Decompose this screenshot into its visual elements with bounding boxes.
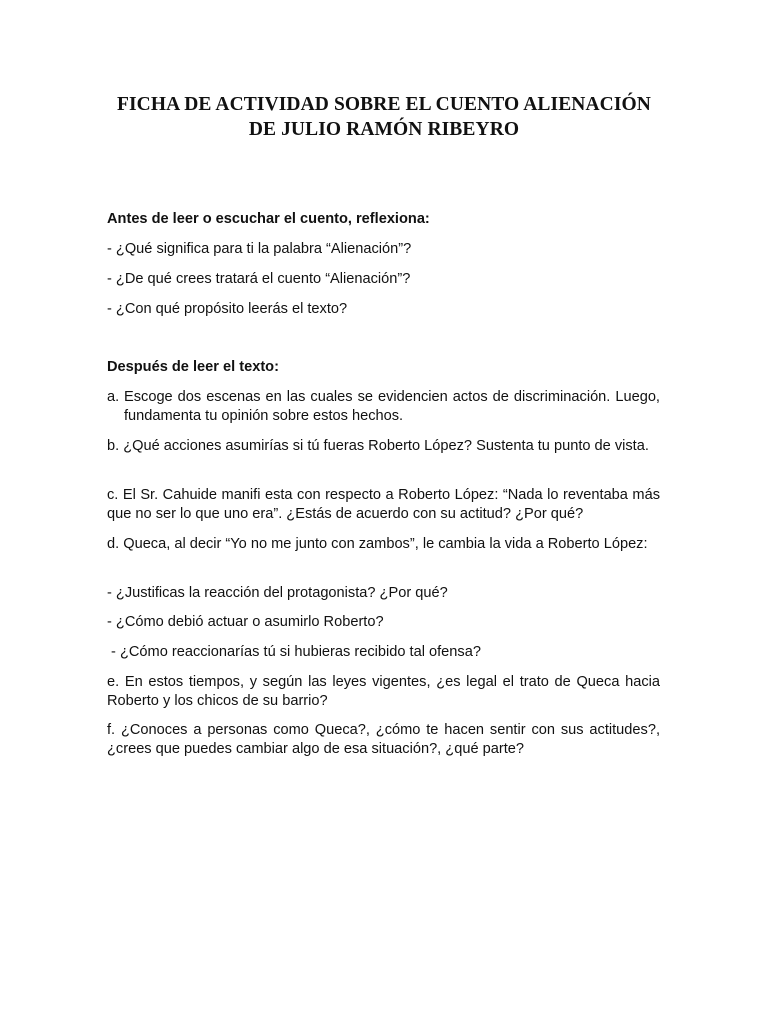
before-reading-heading: Antes de leer o escuchar el cuento, reflexiona: [107, 211, 430, 227]
activity-d-question-2: - ¿Cómo debió actuar o asumirlo Roberto? [107, 614, 384, 630]
title-line-2: DE JULIO RAMÓN RIBEYRO [248, 119, 520, 140]
before-question-3: - ¿Con qué propósito leerás el texto? [107, 301, 348, 317]
activity-f: f. ¿Conoces a personas como Queca?, ¿cómo te hacen sentir con sus actitudes?, ¿crees que puedes cambiar algo de esa situación?, ¿qué parte? [107, 722, 660, 757]
activity-d-question-3: - ¿Cómo reaccionarías tú si hubieras recibido tal ofensa? [107, 644, 481, 660]
before-question-1: - ¿Qué significa para ti la palabra “Alienación”? [107, 241, 412, 257]
title-line-1: FICHA DE ACTIVIDAD SOBRE EL CUENTO ALIENACIÓN [116, 94, 651, 115]
activity-a-marker: a. [107, 389, 120, 405]
before-question-2: - ¿De qué crees tratará el cuento “Alienación”? [107, 271, 411, 287]
activity-a-text: Escoge dos escenas en las cuales se evidencien actos de discriminación. Luego, fundamenta tu opinión sobre estos hechos. [124, 389, 660, 424]
activity-b: b. ¿Qué acciones asumirías si tú fueras Roberto López? Sustenta tu punto de vista. [107, 438, 649, 454]
activity-d: d. Queca, al decir “Yo no me junto con zambos”, le cambia la vida a Roberto López: [107, 536, 648, 552]
document-title [60, 92, 708, 142]
after-reading-heading: Después de leer el texto: [107, 359, 279, 375]
activity-a [107, 388, 660, 426]
activity-c: c. El Sr. Cahuide manifi esta con respecto a Roberto López: “Nada lo reventaba más que no ser lo que uno era”. ¿Estás de acuerdo con su actitud? ¿Por qué? [107, 487, 660, 522]
activity-e: e. En estos tiempos, y según las leyes vigentes, ¿es legal el trato de Queca hacia Roberto y los chicos de su barrio? [107, 674, 660, 709]
activity-d-question-1: - ¿Justificas la reacción del protagonista? ¿Por qué? [107, 585, 448, 601]
